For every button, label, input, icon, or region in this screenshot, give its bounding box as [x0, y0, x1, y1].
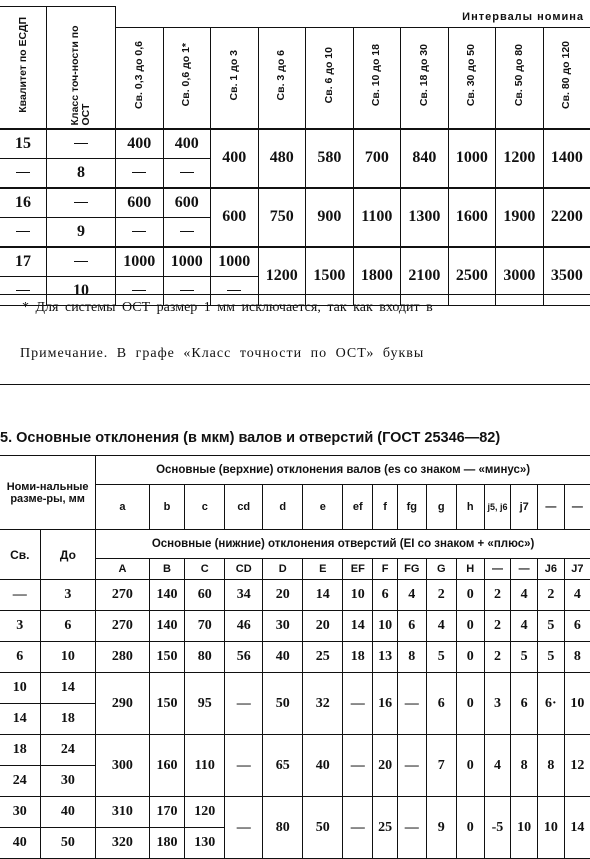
value-cell: 4	[511, 580, 538, 611]
value-cell: 10	[343, 580, 373, 611]
value-cell: 65	[263, 735, 303, 797]
interval-header: Св. 1 до 3	[211, 27, 259, 129]
dash-cell	[0, 158, 47, 188]
size-to-cell: 30	[40, 766, 96, 797]
value-cell: 150	[149, 642, 185, 673]
value-cell: 10	[538, 797, 565, 859]
upper-deviation-label: h	[456, 485, 484, 530]
value-cell: 2	[426, 580, 456, 611]
dash-cell	[47, 188, 116, 218]
lower-deviation-label: J7	[564, 559, 590, 580]
value-cell: 1900	[496, 188, 544, 247]
value-cell: 80	[185, 642, 225, 673]
value-cell: 20	[303, 611, 343, 642]
value-cell: 0	[456, 735, 484, 797]
header-upper: Основные (верхние) отклонения валов (es со знаком — «минус»)	[96, 456, 590, 485]
size-from-cell: 40	[0, 828, 40, 859]
dash-cell	[116, 158, 164, 188]
table2-title: 5. Основные отклонения (в мкм) валов и отверстий (ГОСТ 25346—82)	[0, 430, 500, 446]
value-cell: 580	[306, 129, 354, 188]
value-cell: 8	[397, 642, 426, 673]
value-cell: 1400	[543, 129, 590, 188]
size-from-cell: —	[0, 580, 40, 611]
value-cell: 5	[538, 611, 565, 642]
value-cell: —	[225, 797, 263, 859]
value-cell: 5	[538, 642, 565, 673]
table-row	[0, 797, 590, 828]
value-cell: 1200	[258, 247, 306, 306]
value-cell: 2	[484, 611, 511, 642]
value-cell: 750	[258, 188, 306, 247]
value-cell: 10	[511, 797, 538, 859]
size-to-cell: 50	[40, 828, 96, 859]
lower-deviation-label: —	[484, 559, 511, 580]
value-cell: 6	[511, 673, 538, 735]
interval-header: Св. 10 до 18	[353, 27, 401, 129]
interval-header: Св. 0,6 до 1*	[163, 27, 211, 129]
size-to-cell: 6	[40, 611, 96, 642]
size-from-cell: 18	[0, 735, 40, 766]
value-cell: 6·	[538, 673, 565, 735]
value-cell: 30	[263, 611, 303, 642]
value-cell: 13	[373, 642, 397, 673]
lower-deviation-label: —	[511, 559, 538, 580]
lower-deviation-label: EF	[343, 559, 373, 580]
upper-deviation-label: a	[96, 485, 149, 530]
size-from-cell: 10	[0, 673, 40, 704]
value-cell: 480	[258, 129, 306, 188]
value-cell: -5	[484, 797, 511, 859]
value-cell: 600	[163, 188, 211, 218]
value-cell: 2500	[448, 247, 496, 306]
table-row	[0, 188, 590, 218]
upper-deviation-label: c	[185, 485, 225, 530]
value-cell: 14	[303, 580, 343, 611]
interval-header: Св. 80 до 120	[543, 27, 590, 129]
lower-deviation-label: G	[426, 559, 456, 580]
table-row	[0, 642, 590, 673]
size-from-cell: 24	[0, 766, 40, 797]
value-cell: 80	[263, 797, 303, 859]
value-cell: 6	[373, 580, 397, 611]
value-cell: 1000	[163, 247, 211, 277]
value-cell: 600	[116, 188, 164, 218]
divider	[0, 384, 590, 385]
value-cell: 600	[211, 188, 259, 247]
value-cell: 2	[484, 642, 511, 673]
upper-deviation-label: cd	[225, 485, 263, 530]
value-cell: 150	[149, 673, 185, 735]
value-cell: 56	[225, 642, 263, 673]
value-cell: 270	[96, 580, 149, 611]
value-cell: 4	[484, 735, 511, 797]
upper-deviation-label: ef	[343, 485, 373, 530]
value-cell: 50	[303, 797, 343, 859]
value-cell: 25	[303, 642, 343, 673]
size-to-cell: 3	[40, 580, 96, 611]
value-cell: 300	[96, 735, 149, 797]
kvalitet-cell: 15	[0, 129, 47, 159]
value-cell: 900	[306, 188, 354, 247]
value-cell: 32	[303, 673, 343, 735]
size-to-cell: 24	[40, 735, 96, 766]
lower-deviation-label: FG	[397, 559, 426, 580]
upper-deviation-label: b	[149, 485, 185, 530]
value-cell: 180	[149, 828, 185, 859]
value-cell: 40	[263, 642, 303, 673]
value-cell: 3	[484, 673, 511, 735]
header-intervals: Интервалы номина	[116, 7, 590, 28]
table-row	[0, 580, 590, 611]
value-cell: 60	[185, 580, 225, 611]
size-from-cell: 3	[0, 611, 40, 642]
header-klass: Класс точ-ности по ОСТ	[47, 7, 116, 129]
value-cell: 1500	[306, 247, 354, 306]
value-cell: —	[225, 673, 263, 735]
deviations-table	[0, 455, 590, 859]
value-cell: 170	[149, 797, 185, 828]
value-cell: 140	[149, 580, 185, 611]
value-cell: 400	[116, 129, 164, 159]
value-cell: 50	[263, 673, 303, 735]
value-cell: 0	[456, 580, 484, 611]
value-cell: 16	[373, 673, 397, 735]
value-cell: 1000	[211, 247, 259, 277]
table-row	[0, 247, 590, 277]
tolerance-table	[0, 6, 590, 306]
value-cell: —	[225, 735, 263, 797]
value-cell: 140	[149, 611, 185, 642]
value-cell: 7	[426, 735, 456, 797]
value-cell: 280	[96, 642, 149, 673]
lower-deviation-label: H	[456, 559, 484, 580]
value-cell: 1800	[353, 247, 401, 306]
table-row	[0, 611, 590, 642]
value-cell: —	[343, 673, 373, 735]
dash-cell	[116, 217, 164, 247]
interval-header: Св. 18 до 30	[401, 27, 449, 129]
value-cell: 6	[564, 611, 590, 642]
lower-deviation-label: CD	[225, 559, 263, 580]
value-cell: 3500	[543, 247, 590, 306]
lower-deviation-label: C	[185, 559, 225, 580]
value-cell: 6	[426, 673, 456, 735]
value-cell: 310	[96, 797, 149, 828]
dash-cell	[47, 247, 116, 277]
upper-deviation-label: g	[426, 485, 456, 530]
value-cell: 2100	[401, 247, 449, 306]
value-cell: 12	[564, 735, 590, 797]
value-cell: 10	[373, 611, 397, 642]
dash-cell	[163, 158, 211, 188]
value-cell: 320	[96, 828, 149, 859]
klass-cell: 10	[47, 276, 116, 305]
upper-deviation-label: d	[263, 485, 303, 530]
value-cell: 18	[343, 642, 373, 673]
size-to-cell: 40	[40, 797, 96, 828]
upper-deviation-label: j5, j6	[484, 485, 511, 530]
value-cell: 700	[353, 129, 401, 188]
value-cell: 4	[564, 580, 590, 611]
table-row	[0, 129, 590, 159]
value-cell: 120	[185, 797, 225, 828]
size-from-cell: 14	[0, 704, 40, 735]
header-kvalitet: Квалитет по ЕСДП	[0, 7, 47, 129]
value-cell: 5	[511, 642, 538, 673]
value-cell: 110	[185, 735, 225, 797]
value-cell: 0	[456, 797, 484, 859]
interval-header: Св. 6 до 10	[306, 27, 354, 129]
lower-deviation-label: D	[263, 559, 303, 580]
value-cell: 0	[456, 611, 484, 642]
lower-deviation-label: J6	[538, 559, 565, 580]
upper-deviation-label: f	[373, 485, 397, 530]
header-nominal: Номи-нальные разме-ры, мм	[0, 456, 96, 530]
value-cell: 1600	[448, 188, 496, 247]
value-cell: 400	[163, 129, 211, 159]
value-cell: 1000	[448, 129, 496, 188]
value-cell: 130	[185, 828, 225, 859]
upper-deviation-label: —	[538, 485, 565, 530]
value-cell: 2	[484, 580, 511, 611]
value-cell: 5	[426, 642, 456, 673]
value-cell: 1300	[401, 188, 449, 247]
value-cell: —	[397, 735, 426, 797]
dash-cell	[47, 129, 116, 159]
value-cell: 2200	[543, 188, 590, 247]
note-text: Примечание. В графе «Класс точности по ОСТ» буквы	[20, 346, 424, 362]
value-cell: 20	[263, 580, 303, 611]
value-cell: 40	[303, 735, 343, 797]
value-cell: —	[397, 673, 426, 735]
header-do: До	[40, 530, 96, 580]
value-cell: —	[343, 735, 373, 797]
header-sv: Св.	[0, 530, 40, 580]
upper-deviation-label: fg	[397, 485, 426, 530]
interval-header: Св. 0,3 до 0,6	[116, 27, 164, 129]
value-cell: 34	[225, 580, 263, 611]
lower-deviation-label: A	[96, 559, 149, 580]
value-cell: 2	[538, 580, 565, 611]
lower-deviation-label: F	[373, 559, 397, 580]
value-cell: —	[397, 797, 426, 859]
value-cell: 1200	[496, 129, 544, 188]
value-cell: 4	[511, 611, 538, 642]
upper-deviation-label: e	[303, 485, 343, 530]
value-cell: 10	[564, 673, 590, 735]
interval-header: Св. 30 до 50	[448, 27, 496, 129]
klass-cell: 9	[47, 217, 116, 247]
value-cell: 20	[373, 735, 397, 797]
value-cell: 840	[401, 129, 449, 188]
dash-cell	[163, 217, 211, 247]
upper-deviation-label: —	[564, 485, 590, 530]
value-cell: 46	[225, 611, 263, 642]
interval-header: Св. 3 до 6	[258, 27, 306, 129]
value-cell: 14	[564, 797, 590, 859]
value-cell: 14	[343, 611, 373, 642]
size-from-cell: 6	[0, 642, 40, 673]
value-cell: 4	[426, 611, 456, 642]
value-cell: 0	[456, 642, 484, 673]
value-cell: 25	[373, 797, 397, 859]
value-cell: 4	[397, 580, 426, 611]
kvalitet-cell: 16	[0, 188, 47, 218]
kvalitet-cell: 17	[0, 247, 47, 277]
value-cell: 290	[96, 673, 149, 735]
value-cell: 95	[185, 673, 225, 735]
value-cell: 8	[511, 735, 538, 797]
dash-cell	[0, 217, 47, 247]
value-cell: 1100	[353, 188, 401, 247]
size-to-cell: 10	[40, 642, 96, 673]
footnote: * Для системы ОСТ размер 1 мм исключается, так как входит в	[22, 300, 433, 316]
upper-deviation-label: j7	[511, 485, 538, 530]
value-cell: 6	[397, 611, 426, 642]
value-cell: 1000	[116, 247, 164, 277]
value-cell: 400	[211, 129, 259, 188]
value-cell: 70	[185, 611, 225, 642]
divider	[0, 294, 590, 295]
value-cell: 0	[456, 673, 484, 735]
size-to-cell: 14	[40, 673, 96, 704]
value-cell: 160	[149, 735, 185, 797]
value-cell: —	[343, 797, 373, 859]
header-lower: Основные (нижние) отклонения отверстий (EI со знаком + «плюс»)	[96, 530, 590, 559]
value-cell: 270	[96, 611, 149, 642]
value-cell: 9	[426, 797, 456, 859]
size-from-cell: 30	[0, 797, 40, 828]
interval-header: Св. 50 до 80	[496, 27, 544, 129]
value-cell: 8	[564, 642, 590, 673]
lower-deviation-label: B	[149, 559, 185, 580]
klass-cell: 8	[47, 158, 116, 188]
lower-deviation-label: E	[303, 559, 343, 580]
table-row	[0, 673, 590, 704]
size-to-cell: 18	[40, 704, 96, 735]
table-row	[0, 735, 590, 766]
value-cell: 8	[538, 735, 565, 797]
value-cell: 3000	[496, 247, 544, 306]
